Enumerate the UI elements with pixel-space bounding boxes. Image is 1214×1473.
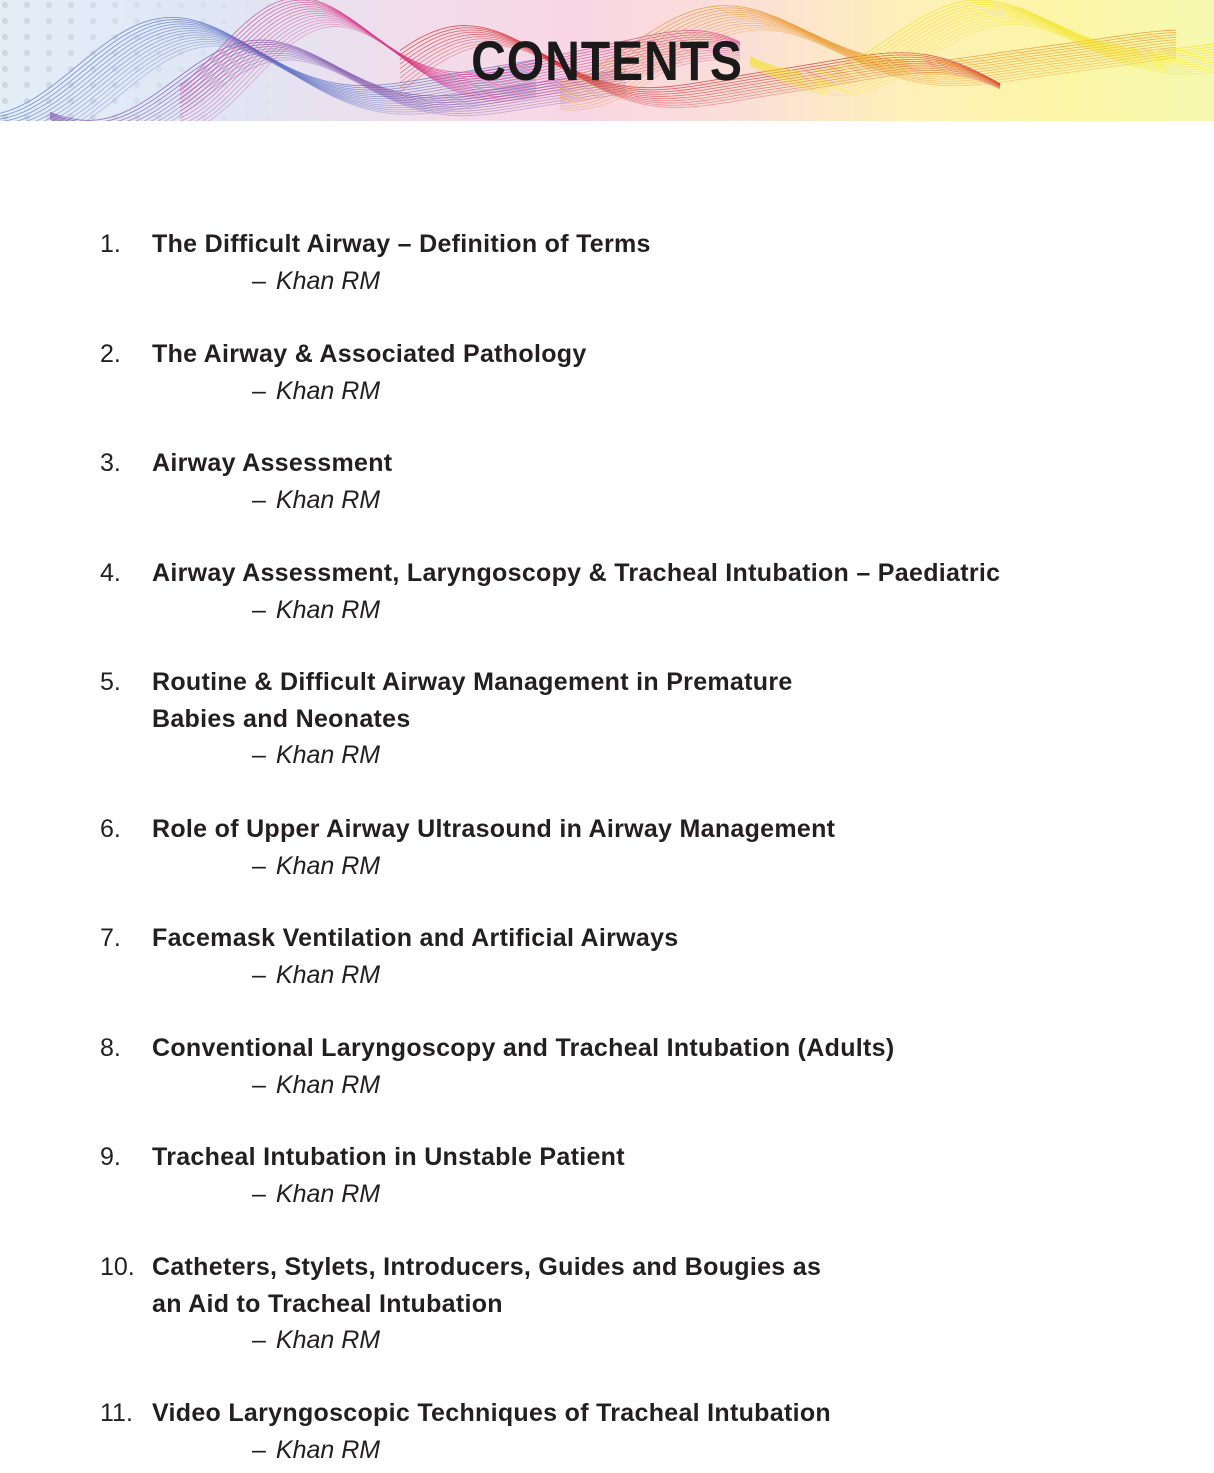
author-dash: – bbox=[252, 266, 266, 295]
author-name: Khan RM bbox=[275, 376, 381, 405]
author-dash: – bbox=[252, 485, 266, 514]
chapter-title bbox=[152, 1139, 1052, 1176]
author-dash: – bbox=[252, 595, 266, 624]
chapter-author bbox=[252, 848, 380, 885]
chapter-title bbox=[152, 445, 1052, 482]
chapter-author bbox=[252, 373, 380, 410]
chapter-title bbox=[152, 226, 1052, 263]
chapter-title bbox=[152, 664, 1052, 737]
chapter-number: 5. bbox=[100, 668, 121, 696]
chapter-number: 2. bbox=[100, 340, 121, 368]
chapter-number: 1. bbox=[100, 230, 121, 258]
chapter-number: 10. bbox=[100, 1253, 135, 1281]
author-name: Khan RM bbox=[275, 1070, 381, 1099]
author-dash: – bbox=[252, 1435, 266, 1464]
author-dash: – bbox=[252, 1326, 266, 1354]
chapter-title bbox=[152, 920, 1052, 957]
chapter-author bbox=[252, 1176, 380, 1213]
chapter-title bbox=[152, 336, 1052, 373]
chapter-author bbox=[252, 1322, 380, 1359]
author-name: Khan RM bbox=[275, 1179, 381, 1208]
chapter-title-line: The Airway & Associated Pathology bbox=[152, 340, 587, 368]
chapter-title-line: Airway Assessment bbox=[152, 449, 393, 477]
author-name: Khan RM bbox=[275, 1435, 381, 1464]
chapter-number: 8. bbox=[100, 1034, 121, 1062]
author-name: Khan RM bbox=[275, 485, 381, 514]
chapter-number: 9. bbox=[100, 1143, 121, 1171]
chapter-title-line: Catheters, Stylets, Introducers, Guides and Bougies as bbox=[152, 1253, 822, 1281]
author-dash: – bbox=[252, 376, 266, 405]
chapter-author bbox=[252, 957, 380, 994]
chapter-number: 6. bbox=[100, 815, 121, 843]
chapter-author bbox=[252, 1432, 380, 1469]
chapter-author bbox=[252, 263, 380, 300]
author-name: Khan RM bbox=[275, 1326, 381, 1354]
chapter-number: 4. bbox=[100, 559, 121, 587]
chapter-title bbox=[152, 1395, 1052, 1432]
author-dash: – bbox=[252, 851, 266, 880]
chapter-number: 3. bbox=[100, 449, 121, 477]
chapter-title bbox=[152, 811, 1052, 848]
header-banner bbox=[0, 0, 1214, 121]
chapter-title bbox=[152, 1030, 1052, 1067]
chapter-title-line: an Aid to Tracheal Intubation bbox=[152, 1289, 503, 1318]
author-name: Khan RM bbox=[275, 595, 381, 624]
author-name: Khan RM bbox=[275, 851, 381, 880]
chapter-title-line: Role of Upper Airway Ultrasound in Airway Management bbox=[152, 815, 836, 843]
author-name: Khan RM bbox=[275, 960, 381, 989]
chapter-author bbox=[252, 1067, 380, 1104]
author-name: Khan RM bbox=[275, 741, 381, 769]
chapter-title-line: Tracheal Intubation in Unstable Patient bbox=[152, 1143, 625, 1171]
chapter-title bbox=[152, 1249, 1052, 1322]
chapter-title-line: Airway Assessment, Laryngoscopy & Tracheal Intubation – Paediatric bbox=[152, 559, 1001, 587]
chapter-author bbox=[252, 737, 380, 774]
chapter-number: 11. bbox=[100, 1399, 133, 1427]
chapter-title-line: Routine & Difficult Airway Management in Premature bbox=[152, 668, 793, 696]
chapter-title-line: The Difficult Airway – Definition of Terms bbox=[152, 230, 651, 258]
author-name: Khan RM bbox=[275, 266, 381, 295]
chapter-author bbox=[252, 482, 380, 519]
chapter-title-line: Facemask Ventilation and Artificial Airways bbox=[152, 924, 679, 952]
author-dash: – bbox=[252, 960, 266, 989]
chapter-title-line: Video Laryngoscopic Techniques of Tracheal Intubation bbox=[152, 1399, 831, 1427]
author-dash: – bbox=[252, 741, 266, 769]
chapter-number: 7. bbox=[100, 924, 121, 952]
chapter-title-line: Conventional Laryngoscopy and Tracheal Intubation (Adults) bbox=[152, 1034, 895, 1062]
chapter-title-line: Babies and Neonates bbox=[152, 704, 411, 733]
author-dash: – bbox=[252, 1179, 266, 1208]
chapter-author bbox=[252, 592, 380, 629]
page-title: CONTENTS bbox=[471, 29, 743, 92]
author-dash: – bbox=[252, 1070, 266, 1099]
chapter-title bbox=[152, 555, 1052, 592]
